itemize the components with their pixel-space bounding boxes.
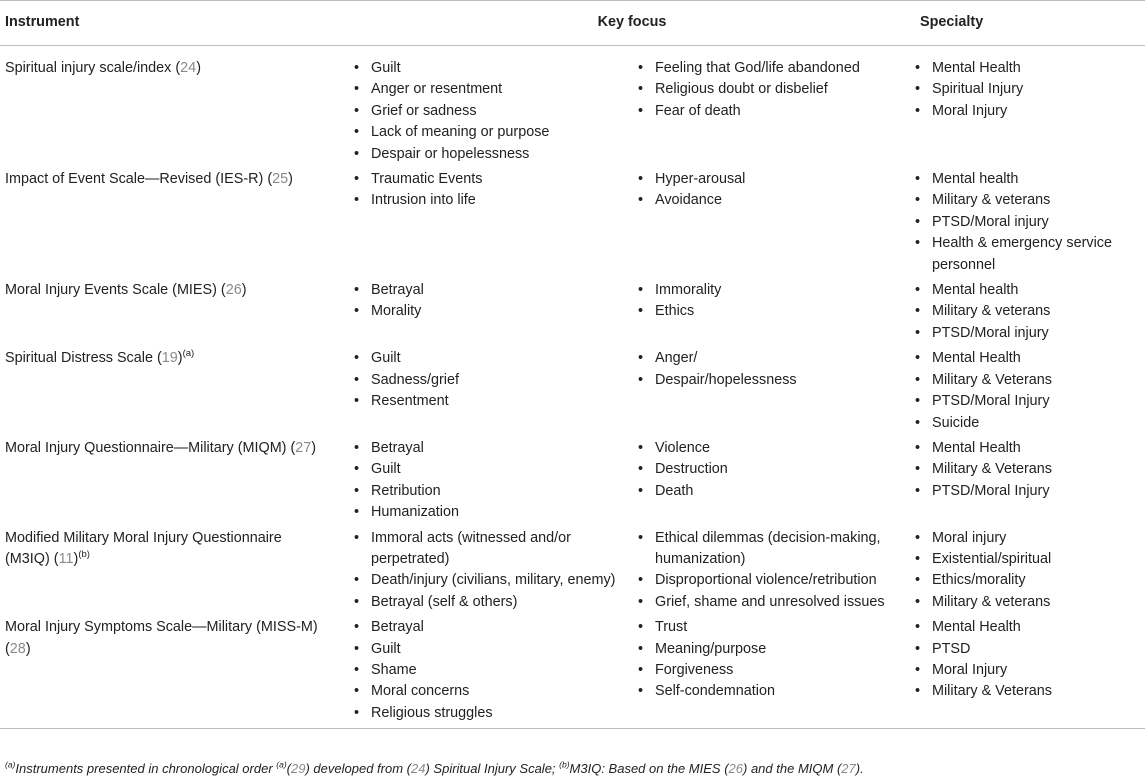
footnote-marker: (a)	[182, 348, 195, 360]
list-item: • Guilt	[349, 459, 633, 480]
key-focus-list-b	[633, 58, 915, 122]
specialty-cell	[915, 46, 1145, 168]
list-item: • Religious doubt or disbelief	[633, 79, 915, 100]
list-item: • Mental health	[915, 280, 1145, 301]
list-item: • Sadness/grief	[349, 370, 633, 391]
key-focus-cell-b	[633, 526, 915, 616]
list-item: • Mental Health	[915, 348, 1145, 369]
key-focus-list-a	[349, 348, 633, 412]
list-item: • Ethics/morality	[915, 570, 1145, 591]
key-focus-cell-b	[633, 346, 915, 436]
list-item: • Guilt	[349, 348, 633, 369]
reference-link[interactable]: 19	[161, 350, 178, 367]
key-focus-list-a	[349, 58, 633, 165]
reference-link[interactable]: 24	[180, 60, 197, 76]
list-item: • Death	[633, 481, 915, 502]
reference-link[interactable]: 25	[272, 171, 289, 188]
footnote-text-1: Instruments presented in chronological order	[15, 761, 277, 776]
key-focus-cell-a	[349, 278, 633, 346]
key-focus-list-b	[633, 169, 915, 212]
table-row	[0, 346, 1145, 436]
list-item: • PTSD	[915, 639, 1145, 660]
specialty-cell	[915, 436, 1145, 526]
key-focus-list-a	[349, 617, 633, 724]
list-item: • Moral injury	[915, 528, 1145, 549]
list-item: • Betrayal (self & others)	[349, 592, 633, 613]
list-item: • Betrayal	[349, 438, 633, 459]
instrument-name: Spiritual Distress Scale	[5, 350, 153, 367]
list-item: • Guilt	[349, 639, 633, 660]
key-focus-list-b	[633, 617, 915, 703]
list-item: • Violence	[633, 438, 915, 459]
list-item: • Ethical dilemmas (decision-making, humanization)	[633, 528, 915, 571]
list-item: • PTSD/Moral Injury	[915, 481, 1145, 502]
list-item: • Religious struggles	[349, 703, 633, 724]
list-item: • Betrayal	[349, 617, 633, 638]
instrument-name: Impact of Event Scale—Revised (IES-R)	[5, 171, 264, 188]
reference-link[interactable]: 26	[225, 282, 242, 299]
table-row	[0, 278, 1145, 346]
list-item: • Meaning/purpose	[633, 639, 915, 660]
specialty-list	[915, 280, 1145, 344]
table-footnote: $^{(a)}$Instruments presented in chronological order $^{(a)}$(29) developed from (24) Spiritual Injury Scale; $^{(b)}$M3IQ: Based on the MIES (26) and the MIQM (27).	[5, 759, 864, 776]
list-item: • Feeling that God/life abandoned	[633, 58, 915, 79]
list-item: • Military & Veterans	[915, 681, 1145, 702]
list-item: • Betrayal	[349, 280, 633, 301]
specialty-cell	[915, 278, 1145, 346]
list-item: • Humanization	[349, 502, 633, 523]
specialty-list	[915, 528, 1145, 614]
key-focus-list-b	[633, 348, 915, 391]
list-item: • Death/injury (civilians, military, enemy)	[349, 570, 633, 591]
key-focus-list-b	[633, 280, 915, 323]
list-item: • Moral Injury	[915, 101, 1145, 122]
list-item: • Military & Veterans	[915, 459, 1145, 480]
list-item: • Trust	[633, 617, 915, 638]
list-item: • Mental Health	[915, 438, 1145, 459]
key-focus-list-b	[633, 528, 915, 614]
list-item: • Resentment	[349, 391, 633, 412]
footnote-text-5: and the MIQM	[747, 761, 837, 776]
footnote-text-4: M3IQ: Based on the MIES	[569, 761, 725, 776]
list-item: • PTSD/Moral Injury	[915, 391, 1145, 412]
instrument-name: Moral Injury Events Scale (MIES)	[5, 282, 217, 299]
key-focus-cell-a	[349, 436, 633, 526]
list-item: • Despair/hopelessness	[633, 370, 915, 391]
key-focus-cell-a	[349, 615, 633, 729]
list-item: • Traumatic Events	[349, 169, 633, 190]
list-item: • Suicide	[915, 413, 1145, 434]
key-focus-cell-a	[349, 526, 633, 616]
table-row	[0, 46, 1145, 168]
list-item: • Anger/	[633, 348, 915, 369]
header-key-focus: Key focus	[349, 1, 915, 46]
footnote-ref-26[interactable]: 26	[728, 761, 743, 776]
list-item: • Morality	[349, 301, 633, 322]
list-item: • Fear of death	[633, 101, 915, 122]
key-focus-cell-b	[633, 436, 915, 526]
list-item: • Grief or sadness	[349, 101, 633, 122]
footnote-text-6: .	[860, 761, 864, 776]
instrument-cell: Moral Injury Questionnaire—Military (MIQM) (27)	[5, 439, 317, 456]
list-item: • PTSD/Moral injury	[915, 212, 1145, 233]
header-specialty: Specialty	[915, 1, 1145, 46]
instrument-cell: Moral Injury Events Scale (MIES) (26)	[5, 282, 247, 299]
specialty-cell	[915, 615, 1145, 729]
key-focus-list-a	[349, 280, 633, 323]
list-item: • Self-condemnation	[633, 681, 915, 702]
footnote-ref-27[interactable]: 27	[841, 761, 856, 776]
list-item: • Ethics	[633, 301, 915, 322]
instrument-name: Spiritual injury scale/index	[5, 60, 172, 76]
list-item: • Military & veterans	[915, 592, 1145, 613]
key-focus-cell-b	[633, 615, 915, 729]
specialty-list	[915, 617, 1145, 703]
instrument-cell: Spiritual injury scale/index (24)	[5, 60, 201, 76]
key-focus-list-a	[349, 438, 633, 524]
list-item: • Military & Veterans	[915, 370, 1145, 391]
list-item: • Spiritual Injury	[915, 79, 1145, 100]
footnote-text-3: Spiritual Injury Scale;	[429, 761, 560, 776]
footnote-ref-24[interactable]: 24	[411, 761, 426, 776]
list-item: • Hyper-arousal	[633, 169, 915, 190]
footnote-mark-a: (a)	[5, 759, 16, 770]
key-focus-cell-b	[633, 46, 915, 168]
list-item: • Immoral acts (witnessed and/or perpetrated)	[349, 528, 633, 571]
footnote-mark-b: (b)	[559, 759, 570, 770]
list-item: • Mental health	[915, 169, 1145, 190]
list-item: • Military & veterans	[915, 301, 1145, 322]
specialty-list	[915, 348, 1145, 434]
list-item: • Despair or hopelessness	[349, 144, 633, 165]
list-item: • Mental Health	[915, 617, 1145, 638]
table-row	[0, 436, 1145, 526]
key-focus-cell-a	[349, 46, 633, 168]
specialty-cell	[915, 526, 1145, 616]
list-item: • Lack of meaning or purpose	[349, 122, 633, 143]
specialty-cell	[915, 346, 1145, 436]
specialty-list	[915, 438, 1145, 502]
key-focus-cell-b	[633, 278, 915, 346]
footnote-marker: (b)	[78, 549, 90, 561]
list-item: • Shame	[349, 660, 633, 681]
table-body	[0, 46, 1145, 729]
footnote-ref-open: (	[286, 761, 291, 776]
list-item: • Mental Health	[915, 58, 1145, 79]
list-item: • Intrusion into life	[349, 190, 633, 211]
reference-link[interactable]: 28	[9, 640, 26, 657]
list-item: • Grief, shame and unresolved issues	[633, 592, 915, 613]
list-item: • Military & veterans	[915, 190, 1145, 211]
list-item: • Moral Injury	[915, 660, 1145, 681]
reference-link[interactable]: 11	[58, 550, 74, 567]
footnote-ref-29[interactable]: 29	[291, 761, 306, 776]
list-item: • Immorality	[633, 280, 915, 301]
list-item: • Destruction	[633, 459, 915, 480]
footnote-mark-a-repeat: (a)	[276, 759, 287, 770]
instrument-cell: Spiritual Distress Scale $(19)^{(a)}$	[5, 348, 195, 367]
instrument-cell: Moral Injury Symptoms Scale—Military (MISS-M) (28)	[0, 615, 349, 729]
key-focus-cell-b	[633, 167, 915, 278]
list-item: • Guilt	[349, 58, 633, 79]
list-item: • PTSD/Moral injury	[915, 323, 1145, 344]
instrument-name: Moral Injury Questionnaire—Military (MIQM)	[5, 439, 287, 456]
instrument-cell: Impact of Event Scale—Revised (IES-R) (25)	[5, 171, 293, 188]
list-item: • Health & emergency service personnel	[915, 233, 1145, 276]
instrument-name: Moral Injury Symptoms Scale—Military (MISS-M)	[5, 619, 318, 636]
list-item: • Moral concerns	[349, 681, 633, 702]
list-item: • Retribution	[349, 481, 633, 502]
table-row	[0, 615, 1145, 729]
footnote-ref-close: )	[305, 761, 310, 776]
list-item: • Disproportional violence/retribution	[633, 570, 915, 591]
table-row	[0, 526, 1145, 616]
table-row	[0, 167, 1145, 278]
specialty-list	[915, 58, 1145, 122]
header-row	[0, 1, 1145, 46]
list-item: • Avoidance	[633, 190, 915, 211]
key-focus-cell-a	[349, 346, 633, 436]
key-focus-list-a	[349, 169, 633, 212]
list-item: • Anger or resentment	[349, 79, 633, 100]
instrument-cell: Modified Military Moral Injury Questionnaire (M3IQ) $(11)^{(b)}$	[5, 529, 282, 567]
list-item: • Forgiveness	[633, 660, 915, 681]
header-instrument: Instrument	[0, 1, 349, 46]
reference-link[interactable]: 27	[295, 439, 312, 456]
instrument-name: Modified Military Moral Injury Questionnaire (M3IQ)	[5, 529, 282, 567]
specialty-list	[915, 169, 1145, 276]
specialty-cell	[915, 167, 1145, 278]
key-focus-list-a	[349, 528, 633, 614]
key-focus-cell-a	[349, 167, 633, 278]
footnote-text-2: developed from	[309, 761, 407, 776]
list-item: • Existential/spiritual	[915, 549, 1145, 570]
key-focus-list-b	[633, 438, 915, 502]
